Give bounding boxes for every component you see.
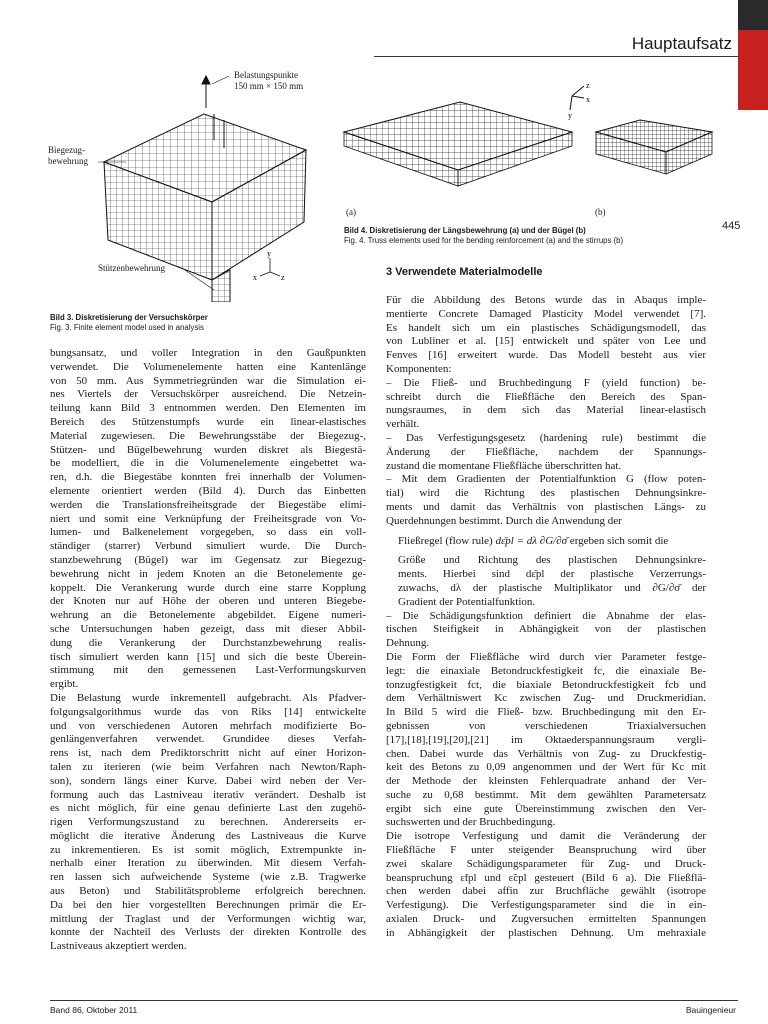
section-dark-tab (738, 0, 768, 30)
fig4-label-a: (a) (346, 207, 356, 217)
text-line: tisch simuliert werden kann [15] und sich die beste Überein- (50, 650, 366, 663)
fig3-label-column: Stützenbewehrung (98, 263, 165, 273)
fig4-axis-x: x (586, 95, 590, 104)
fig3-label-bending-2: bewehrung (48, 156, 88, 166)
fig3-label-load: Belastungspunkte (234, 70, 298, 80)
fig3-axes (260, 258, 280, 276)
text-line: axialen Druck- und Zugversuchen ermittelten Spannungen (386, 913, 706, 926)
header-rule (374, 56, 738, 57)
text-line: Stützen- und Bügelbewehrung wurden diskret als Biegestä- (50, 443, 366, 456)
text-line: Komponenten: (386, 362, 452, 375)
text-line: Die isotrope Verfestigung und damit die Veränderung der (386, 830, 706, 843)
flow-rule-label: Fließregel (flow rule) (398, 534, 493, 547)
fig3-axis-z: z (281, 273, 285, 282)
text-line: zustand die momentane Fließfläche überschritten hat. (386, 459, 622, 472)
text-line: mentierte Concrete Damaged Plasticity Model verwendet [7]. (386, 307, 706, 320)
text-line: chen werden dabei affin zur Bruchfläche gewählt (isotrope (386, 885, 706, 898)
text-line: be modelliert, die in die Volumenelemente eingebettet wa- (50, 457, 366, 470)
text-line: Für die Abbildung des Betons wurde das in Abaqus imple- (386, 294, 706, 306)
text-line: ren, d.h. die Biegestäbe konnten frei innerhalb der Volumen- (50, 471, 366, 484)
text-line: zu inkrementieren. Es ist somit möglich, Extrempunkte in- (50, 843, 366, 856)
text-line: Dehnung. (386, 637, 430, 650)
text-line: folgungsalgorithmus wurde das von Riks [14] entwickelte (50, 705, 366, 718)
text-line: suche zu 0,68 bestimmt. Mit dem gewählten Parametersatz (386, 788, 706, 801)
text-line: und von verschiedenen Autoren mehrfach modifizierte Bo- (50, 719, 366, 732)
text-line: Verfestigung). Die Verfestigungsparameter sind die in ein- (386, 899, 706, 912)
text-line: formung auch das Lastniveau iterativ verändert. Deshalb ist (50, 788, 366, 801)
text-line: lumen- und Balkenelement vorgegeben, so dass ein voll- (50, 526, 366, 539)
figure-3-mesh (44, 62, 362, 302)
text-line: – Mit dem Gradienten der Potentialfunktion G (flow poten- (386, 473, 706, 486)
text-line: chen. Dabei wurde das Verhältnis von Zug- zu Druckfestig- (386, 747, 706, 760)
text-line: tischen Steifigkeit in Abhängigkeit von der plastischen (386, 623, 706, 636)
flow-rule-formula: dε̄pl = dλ ∂G/∂σ̄ (492, 534, 570, 547)
fig4-label-b: (b) (595, 207, 606, 217)
fig3-caption-subtitle: Fig. 3. Finite element model used in analysis (50, 323, 204, 332)
text-line: – Die Schädigungsfunktion definiert die Abnahme der elas- (386, 609, 706, 622)
fig3-caption-title: Bild 3. Diskretisierung der Versuchskörper (50, 313, 208, 322)
fig4-caption-title: Bild 4. Diskretisierung der Längsbewehrung (a) und der Bügel (b) (344, 226, 586, 235)
text-line: Gradient der Potentialfunktion. (398, 595, 536, 608)
text-line: Fließfläche F unter steigender Beanspruchung wird über (386, 844, 706, 857)
fig3-axis-x: x (253, 273, 257, 282)
text-line: suchswerten und der Bruchbedingung. (386, 816, 556, 829)
figure-4-truss (340, 74, 724, 214)
text-line: sche Untersuchungen haben gezeigt, dass mit dieser Abbil- (50, 622, 366, 635)
text-line: in Abhängigkeit der plastischen Dehnung. Um mehraxiale (386, 926, 706, 939)
text-line: teilung kann Bild 3 entnommen werden. Den Elementen im (50, 402, 366, 415)
text-line: Die Form der Fließfläche wird durch vier Parameter festge- (386, 650, 706, 663)
text-line: Bereich des Stützenstumpfs wurde ein linear-elastisches (50, 415, 366, 428)
text-line: verwendet. Die Volumenelemente hatten eine Kantenlänge (50, 360, 366, 373)
section-label: Hauptaufsatz (631, 34, 732, 53)
text-line: koppelt. Die Verankerung wurde durch eine starre Kopplung (50, 581, 366, 594)
text-line: nes Viertels der Versuchskörper ausreichend. Die Netzein- (50, 388, 366, 401)
text-line: keit des Betons zu 0,09 angenommen und der Wert für Kc mit (386, 761, 706, 774)
text-line: gebnissen von verschiedenen Triaxialversuchen (386, 719, 706, 732)
flow-rule-formula-line (386, 535, 706, 549)
fig3-label-load-size: 150 mm × 150 mm (234, 81, 304, 91)
text-line: legt: die einaxiale Betondruckfestigkeit fc, die einaxiale Be- (386, 664, 706, 677)
left-column-text (50, 347, 366, 954)
text-line: bewehrung nicht in jedem Knoten an die Betonelemente ge- (50, 567, 366, 580)
text-line: ergibt sich eine gute Übereinstimmung zwischen den Ver- (386, 802, 706, 815)
text-line: talen zu iterieren (wie beim Verfahren nach Newton/Raph- (50, 760, 366, 773)
text-line: son), sondern längs einer Kurve. Dabei wird neben der Ver- (50, 774, 366, 787)
text-line: nungsraumes, in dem sich das Material linear-elastisch (386, 404, 706, 417)
text-line: zuwachs, dλ der plastische Multiplikator und ∂G/∂σ̄ der (398, 581, 706, 594)
text-line: Änderung der Fließfläche, nachdem der Spannungs- (386, 445, 706, 458)
text-line: niert und somit eine Verknüpfung der Freiheitsgrade von Vo- (50, 512, 366, 525)
text-line: rens ist, nach dem Prediktorschritt nicht auf einer Horizon- (50, 747, 366, 760)
text-line: zwei skalare Schädigungsparameter für Zug- und Druck- (386, 857, 706, 870)
fig3-axis-y: y (267, 249, 271, 258)
flow-rule-suffix: ergeben sich somit die (569, 534, 669, 547)
text-line: Querdehnungen bestimmt. Durch die Anwendung der (386, 514, 622, 527)
text-line: ments. Hierbei sind dε̄pl der plastische Verzerrungs- (398, 568, 706, 581)
text-line: – Die Fließ- und Bruchbedingung F (yield function) be- (386, 376, 706, 389)
text-line: rigen Verformungszustand zu berechnen. Andererseits er- (50, 816, 366, 829)
text-line: aus Beton) und Stabilitätsprobleme erfolgreich berechnen. (50, 885, 366, 898)
text-line: es nicht möglich, für eine genau definierte Last den zugehö- (50, 802, 366, 815)
text-line: elemente orientiert werden (Bild 4). Durch das Einbetten (50, 484, 366, 497)
fig3-label-bending-1: Biegezug- (48, 145, 85, 155)
text-line: mittlung der Traglast und der Verformungen wichtig war, (50, 912, 366, 925)
text-line: verhält. (386, 418, 420, 431)
text-line: möglicht die iterative Änderung des Lastniveaus die Kurve (50, 829, 366, 842)
text-line: Material zugewiesen. Die Bewehrungsstäbe der Biegezug-, (50, 429, 366, 442)
text-line: In Bild 5 wird die Fließ- bzw. Bruchbedingung mit den Er- (386, 706, 706, 719)
text-line: [17],[18],[19],[20],[21] im Oktaederspannungsraum vergli- (386, 733, 706, 746)
text-line: Lastniveaus akzeptiert werden. (50, 940, 187, 953)
fig4-axis-z: z (586, 81, 590, 90)
section-heading: 3 Verwendete Materialmodelle (386, 266, 543, 278)
text-line: Fenves [16] erweitert wurde. Das Modell besteht aus vier (386, 349, 706, 362)
fig4-caption-subtitle: Fig. 4. Truss elements used for the bending reinforcement (a) and the stirrups (b) (344, 236, 624, 245)
text-line: Es handelt sich um ein plastisches Schädigungsmodell, das (386, 321, 706, 334)
text-line: ren lassen sich aufweichende Systeme (wie z.B. Tragwerke (50, 871, 366, 884)
text-line: von 50 mm. Aus Symmetriegründen war die Simulation ei- (50, 374, 366, 387)
text-line: beanspruchung ε̃tpl und ε̃cpl gesteuert (Bild 6 a). Die Fließflä- (386, 871, 706, 884)
page-number: 445 (722, 220, 741, 232)
text-line: Größe und Richtung des plastischen Dehnungsinkre- (398, 554, 706, 567)
text-line: stimmung mit den gemessenen Last-Verformungskurven (50, 664, 366, 677)
text-line: stanzbewehrung (Bügel) war im Gegensatz zur Biegezug- (50, 553, 366, 566)
text-line: ergibt. (50, 678, 79, 691)
text-line: ständiger (starrer) Verbund simuliert wurde. Die Durch- (50, 540, 366, 553)
text-line: nerhalb einer Iteration zu überwinden. Mit diesem Verfah- (50, 857, 366, 870)
text-line: Die Belastung wurde inkrementell aufgebracht. Als Pfadver- (50, 691, 366, 704)
text-line: tonzugfestigkeit fct, die biaxiale Betondruckfestigkeit fcb und (386, 678, 706, 691)
text-line: ments und damit das Verhältnis von plastischen Längs- zu (386, 500, 706, 513)
text-line: Da bei den hier vorgestellten Berechnungen primär die Er- (50, 898, 366, 911)
text-line: dung die Verankerung der Durchstanzbewehrung realis- (50, 636, 366, 649)
fig4-axis-y: y (568, 111, 572, 120)
text-line: wehrung an die Betonelemente abgebildet. Eigene numeri- (50, 609, 366, 622)
footer-journal-issue: Band 86, Oktober 2011 (50, 1005, 138, 1015)
text-line: der Knoten nur auf Höhe der oberen und unteren Biegebe- (50, 595, 366, 608)
text-line: konnte der Nachteil des Verlusts der direkten Kontrolle des (50, 926, 366, 939)
right-column-text (386, 294, 706, 941)
text-line: schreibt durch die Fließfläche den Bereich des Span- (386, 390, 706, 403)
text-line: von Lubliner et al. [15] entwickelt und später von Lee und (386, 335, 706, 348)
footer-rule (50, 1000, 738, 1001)
text-line: – Das Verfestigungsgesetz (hardening rule) bestimmt die (386, 431, 706, 444)
longitudinal-rebar-mesh (344, 102, 572, 170)
fig4-axes (570, 86, 584, 110)
footer-journal-name: Bauingenieur (685, 1005, 736, 1015)
text-line: werden die Translationsfreiheitsgrade der Biegestäbe elimi- (50, 498, 366, 511)
text-line: bungsansatz, und voller Integration in den Gaußpunkten (50, 347, 366, 359)
text-line: der Methode der kleinsten Fehlerquadrate anhand der Ver- (386, 775, 706, 788)
text-line: dem Verhältniswert Kc zwischen Zug- und Druckmeridian. (386, 692, 706, 705)
text-line: tial) wird die Richtung des plastischen Dehnungsinkre- (386, 487, 706, 500)
text-line: genlängenverfahren verwendet. Grundidee dieses Verfah- (50, 733, 366, 746)
